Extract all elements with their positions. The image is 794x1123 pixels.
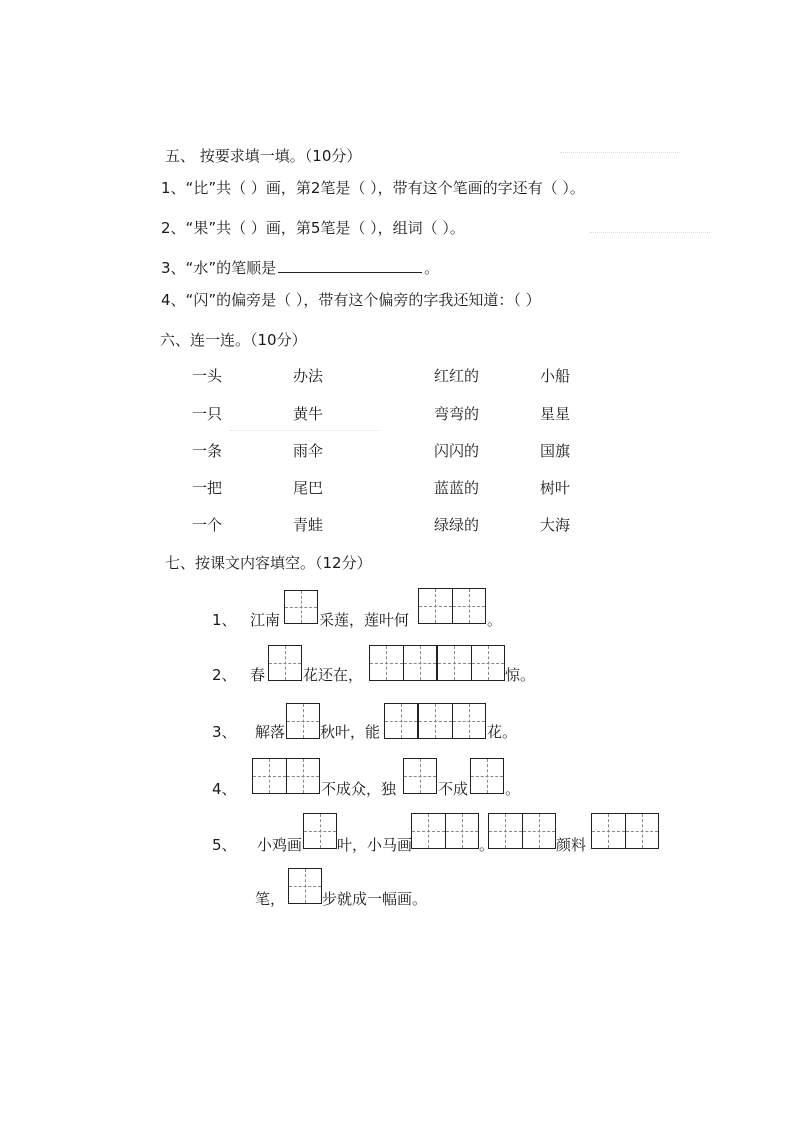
tian-grid-1char[interactable]	[268, 645, 302, 681]
match-col1-item[interactable]: 一个	[192, 516, 223, 534]
match-col3-item[interactable]: 绿绿的	[434, 516, 480, 534]
tian-grid-2char[interactable]	[411, 813, 479, 849]
section-6-title: 六、连一连。（10分）	[160, 331, 307, 349]
match-col4-item[interactable]: 小船	[540, 367, 571, 385]
tian-grid-1char[interactable]	[470, 758, 504, 794]
question-5-3-text: 3、“水”的笔顺是	[161, 259, 277, 277]
match-col2-item[interactable]: 雨伞	[293, 442, 324, 460]
line-1-text: 江南	[250, 611, 281, 629]
tian-grid-2char[interactable]	[437, 645, 505, 681]
show-through-text	[560, 152, 680, 163]
match-col4-item[interactable]: 星星	[540, 405, 571, 423]
match-col3-item[interactable]: 红红的	[434, 367, 480, 385]
line-5-text: 颜料	[556, 836, 587, 854]
show-through-text	[230, 430, 380, 441]
tian-grid-2char[interactable]	[369, 645, 437, 681]
line-3-text: 秋叶，能	[320, 723, 381, 741]
line-4-text: 不成众，独	[321, 780, 397, 798]
match-col4-item[interactable]: 国旗	[540, 442, 571, 460]
tian-grid-1char[interactable]	[284, 590, 318, 624]
tian-grid-2char[interactable]	[252, 758, 320, 794]
match-col1-item[interactable]: 一只	[192, 405, 223, 423]
match-col3-item[interactable]: 闪闪的	[434, 442, 480, 460]
stroke-order-blank[interactable]	[278, 258, 422, 273]
match-col4-item[interactable]: 树叶	[540, 479, 571, 497]
show-through-text	[590, 232, 710, 243]
line-5-text: 。	[479, 836, 495, 854]
line-5-text: 叶，小马画	[337, 836, 413, 854]
tian-grid-1char[interactable]	[403, 758, 437, 794]
line-1-text: 采莲，莲叶何	[319, 611, 410, 629]
question-5-2: 2、“果”共（ ）画，第5笔是（ ），组词（ ）。	[161, 219, 465, 237]
match-col1-item[interactable]: 一头	[192, 367, 223, 385]
tian-grid-2char[interactable]	[418, 588, 486, 624]
match-col2-item[interactable]: 黄牛	[293, 405, 324, 423]
line-2-text: 春	[250, 666, 266, 684]
match-col2-item[interactable]: 办法	[293, 367, 324, 385]
match-col3-item[interactable]: 弯弯的	[434, 405, 480, 423]
tian-grid-1char[interactable]	[288, 868, 322, 904]
item-number: 1、	[212, 611, 237, 629]
match-col1-item[interactable]: 一把	[192, 479, 223, 497]
item-number: 5、	[212, 836, 237, 854]
match-col4-item[interactable]: 大海	[540, 516, 571, 534]
line-1-text: 。	[487, 611, 503, 629]
tian-grid-1char[interactable]	[384, 703, 418, 739]
item-number: 4、	[212, 780, 237, 798]
line-5-text: 小鸡画	[257, 836, 303, 854]
section-5-title: 五、 按要求填一填。（10分）	[165, 147, 362, 165]
question-5-3	[161, 258, 439, 278]
line-4-text: 。	[505, 780, 521, 798]
match-col3-item[interactable]: 蓝蓝的	[434, 479, 480, 497]
line-3-text: 花。	[487, 723, 518, 741]
line-5-text: 步就成一幅画。	[322, 890, 428, 908]
question-5-1: 1、“比”共（ ）画，第2笔是（ ），带有这个笔画的字还有（ ）。	[161, 179, 585, 197]
line-4-text: 不成	[438, 780, 469, 798]
tian-grid-1char[interactable]	[303, 813, 337, 849]
question-5-4: 4、“闪”的偏旁是（ ），带有这个偏旁的字我还知道：（ ）	[161, 291, 541, 309]
question-5-3-end: 。	[424, 259, 440, 277]
tian-grid-2char[interactable]	[488, 813, 556, 849]
line-5-text: 笔，	[255, 890, 286, 908]
line-3-text: 解落	[255, 723, 286, 741]
match-col2-item[interactable]: 尾巴	[293, 479, 324, 497]
match-col1-item[interactable]: 一条	[192, 442, 223, 460]
tian-grid-1char[interactable]	[286, 703, 320, 739]
tian-grid-2char[interactable]	[418, 703, 486, 739]
item-number: 2、	[212, 666, 237, 684]
match-col2-item[interactable]: 青蛙	[293, 516, 324, 534]
item-number: 3、	[212, 723, 237, 741]
line-2-text: 惊。	[505, 666, 536, 684]
section-7-title: 七、按课文内容填空。（12分）	[165, 554, 372, 572]
tian-grid-2char[interactable]	[591, 813, 659, 849]
line-2-text: 花还在，	[303, 666, 364, 684]
